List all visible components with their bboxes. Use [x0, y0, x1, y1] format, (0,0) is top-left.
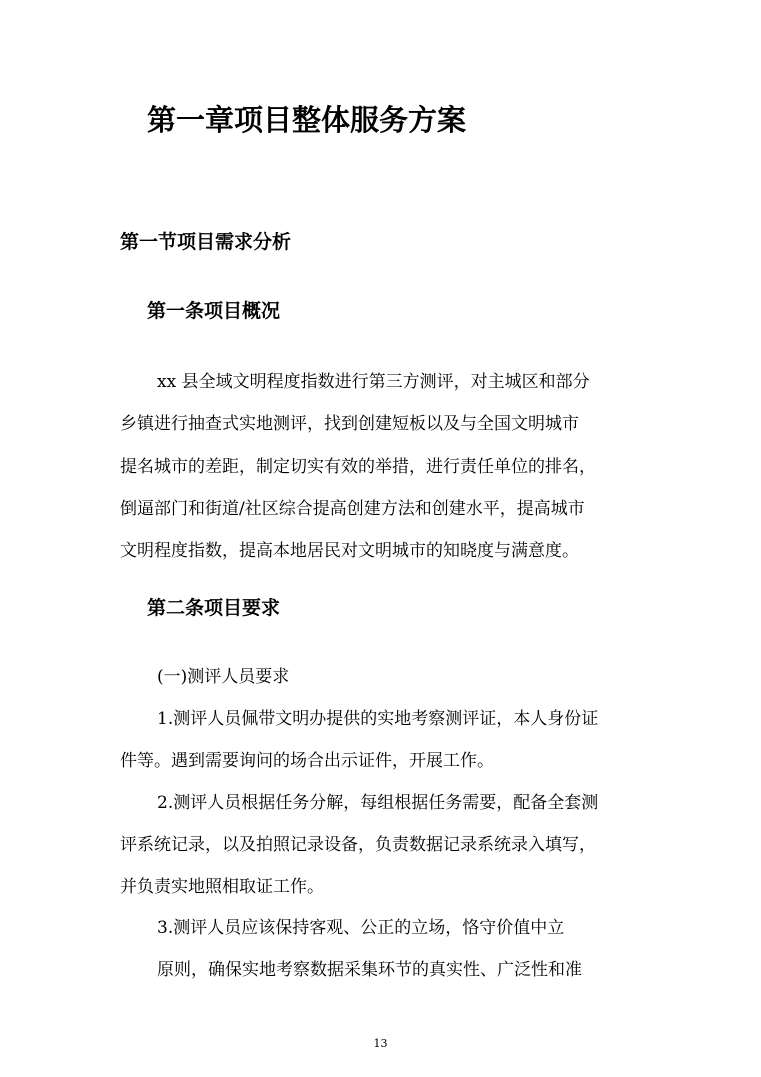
item3-line-2: 原则，确保实地考察数据采集环节的真实性、广泛性和准 — [157, 960, 582, 980]
article1-line-4: 倒逼部门和街道/社区综合提高创建方法和创建水平，提高城市 — [120, 499, 585, 519]
item2-line-1: 2.测评人员根据任务分解，每组根据任务需要，配备全套测 — [157, 793, 599, 813]
item2-line-2: 评系统记录，以及拍照记录设备，负责数据记录系统录入填写， — [120, 835, 596, 855]
article2-subheading: (一)测评人员要求 — [157, 667, 290, 687]
page-number: 13 — [373, 1037, 388, 1050]
article2-title: 第二条项目要求 — [147, 597, 281, 619]
article1-line-5: 文明程度指数，提高本地居民对文明城市的知晓度与满意度。 — [120, 541, 579, 561]
item1-line-2: 件等。遇到需要询问的场合出示证件，开展工作。 — [120, 751, 494, 771]
article1-title: 第一条项目概况 — [147, 300, 281, 322]
section-title: 第一节项目需求分析 — [120, 231, 292, 253]
item3-line-1: 3.测评人员应该保持客观、公正的立场，恪守价值中立 — [157, 918, 565, 938]
article1-line-3: 提名城市的差距，制定切实有效的举措，进行责任单位的排名， — [120, 457, 596, 477]
item2-line-3: 并负责实地照相取证工作。 — [120, 877, 324, 897]
chapter-title: 第一章项目整体服务方案 — [147, 103, 467, 137]
article1-line-1: xx 县全域文明程度指数进行第三方测评，对主城区和部分 — [157, 372, 590, 392]
item1-line-1: 1.测评人员佩带文明办提供的实地考察测评证，本人身份证 — [157, 709, 599, 729]
article1-line-2: 乡镇进行抽查式实地测评，找到创建短板以及与全国文明城市 — [120, 414, 579, 434]
